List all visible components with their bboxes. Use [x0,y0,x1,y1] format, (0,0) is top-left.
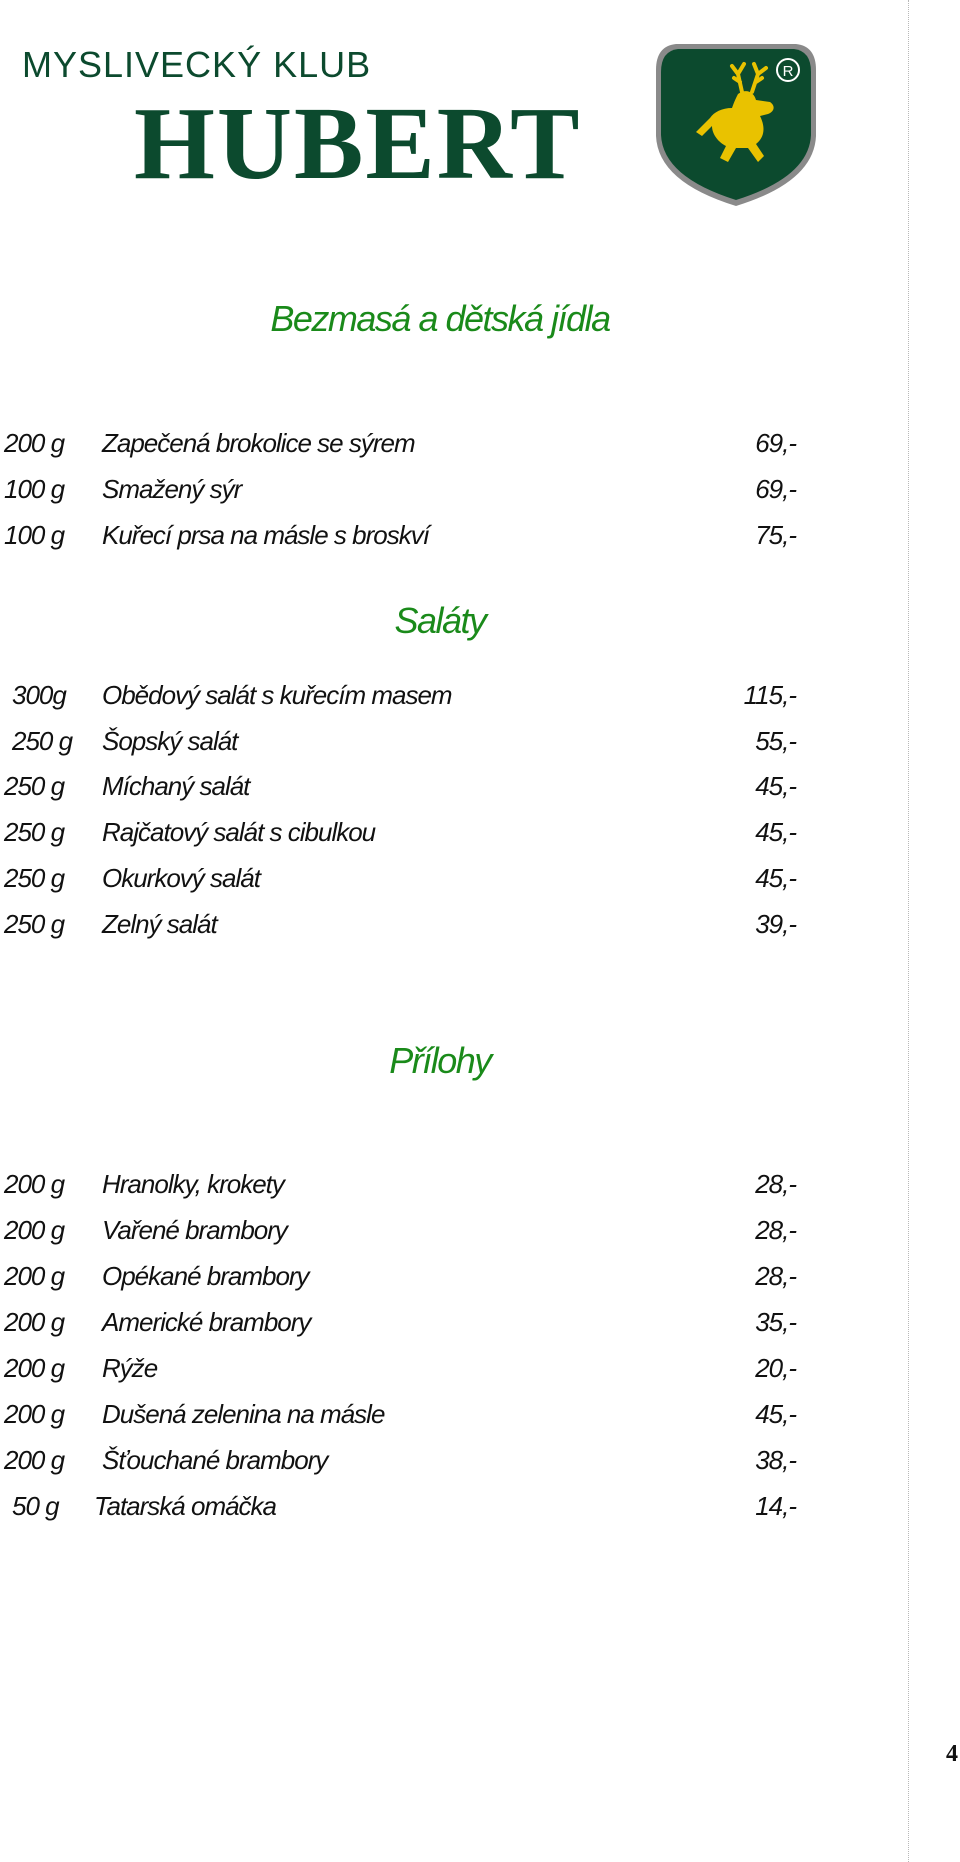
item-price: 45,- [755,771,796,801]
menu-row [0,1441,820,1479]
item-price: 69,- [755,428,796,458]
item-name: Zapečená brokolice se sýrem [102,428,415,458]
section-title-sides: Přílohy [389,1040,491,1081]
item-quantity: 200 g [4,1353,65,1383]
item-quantity: 200 g [4,428,65,458]
menu-row [0,676,820,714]
item-price: 35,- [755,1307,796,1337]
item-quantity: 300g [12,680,66,710]
item-name: Okurkový salát [102,863,260,893]
menu-row [0,905,820,943]
item-quantity: 100 g [4,474,65,504]
page-number: 4 [946,1741,958,1767]
menu-row [0,516,820,554]
item-price: 45,- [755,817,796,847]
item-quantity: 200 g [4,1445,65,1475]
item-price: 45,- [755,1399,796,1429]
item-price: 69,- [755,474,796,504]
club-name: MYSLIVECKÝ KLUB [22,44,372,85]
item-quantity: 100 g [4,520,65,550]
item-quantity: 250 g [4,863,65,893]
item-name: Šťouchané brambory [102,1445,328,1475]
item-name: Americké brambory [102,1307,311,1337]
item-name: Hranolky, krokety [102,1169,284,1199]
item-name: Rajčatový salát s cibulkou [102,817,376,847]
item-price: 39,- [755,909,796,939]
item-price: 28,- [755,1215,796,1245]
item-quantity: 250 g [4,771,65,801]
item-name: Tatarská omáčka [94,1491,277,1521]
menu-row [0,1303,820,1341]
menu-row [0,1257,820,1295]
item-price: 20,- [755,1353,796,1383]
section-title-salads: Saláty [394,600,486,641]
page-edge-divider [908,0,909,1862]
item-name: Dušená zelenina na másle [102,1399,385,1429]
hubert-deer-logo [650,36,822,210]
item-name: Rýže [102,1353,158,1383]
item-name: Opékané brambory [102,1261,309,1291]
item-name: Kuřecí prsa na másle s broskví [102,520,429,550]
brand-title: HUBERT [134,86,582,201]
menu-row [0,1211,820,1249]
menu-row [0,470,820,508]
item-name: Míchaný salát [102,771,250,801]
item-name: Zelný salát [102,909,217,939]
item-price: 28,- [755,1169,796,1199]
section-title-vegetarian: Bezmasá a dětská jídla [270,298,610,339]
menu-row [0,424,820,462]
menu-row [0,1487,820,1525]
menu-row [0,1395,820,1433]
item-quantity: 200 g [4,1307,65,1337]
item-name: Smažený sýr [102,474,242,504]
item-price: 14,- [755,1491,796,1521]
item-name: Šopský salát [102,726,238,756]
item-quantity: 50 g [12,1491,59,1521]
item-quantity: 200 g [4,1215,65,1245]
menu-row [0,1165,820,1203]
item-price: 38,- [755,1445,796,1475]
item-quantity: 200 g [4,1169,65,1199]
item-quantity: 250 g [12,726,73,756]
item-quantity: 200 g [4,1261,65,1291]
menu-row [0,859,820,897]
item-name: Obědový salát s kuřecím masem [102,680,452,710]
item-quantity: 200 g [4,1399,65,1429]
menu-row [0,767,820,805]
svg-text:R: R [782,63,794,80]
menu-row [0,722,820,760]
item-price: 55,- [755,726,796,756]
item-price: 115,- [743,680,796,710]
item-quantity: 250 g [4,817,65,847]
menu-row [0,813,820,851]
item-price: 75,- [755,520,796,550]
item-name: Vařené brambory [102,1215,287,1245]
item-quantity: 250 g [4,909,65,939]
item-price: 45,- [755,863,796,893]
menu-row [0,1349,820,1387]
item-price: 28,- [755,1261,796,1291]
